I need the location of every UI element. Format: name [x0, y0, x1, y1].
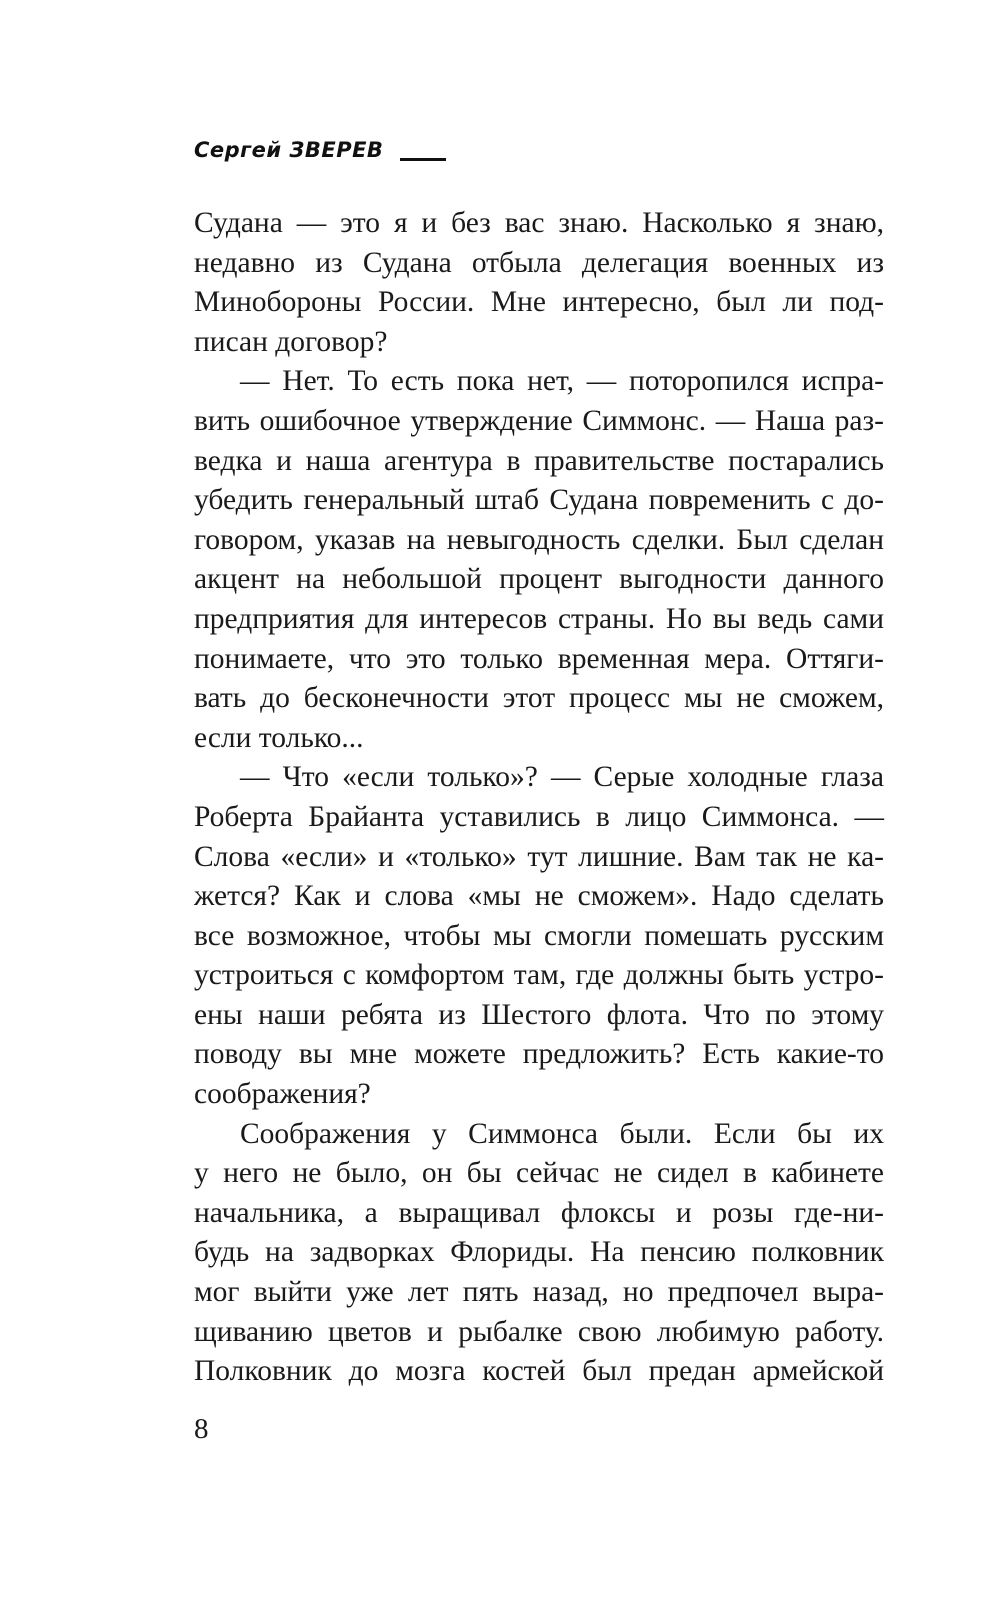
body-text: [194, 204, 884, 1392]
text-line: соображения?: [194, 1078, 371, 1111]
running-head: [194, 138, 383, 162]
text-line: у него не было, он бы сейчас не сидел в кабинете: [194, 1157, 884, 1190]
text-line: Соображения у Симмонса были. Если бы их: [240, 1117, 884, 1150]
paragraph: [194, 1115, 884, 1392]
text-line: Минобороны России. Мне интересно, был ли под-: [194, 286, 884, 319]
text-line: если только...: [194, 721, 364, 754]
text-line: понимаете, что это только временная мера. Оттяги-: [194, 642, 884, 675]
paragraph: [194, 758, 884, 1114]
text-line: Судана — это я и без вас знаю. Насколько я знаю,: [194, 207, 884, 239]
text-line: ведка и наша агентура в правительстве постарались: [194, 444, 884, 477]
text-line: поводу вы мне можете предложить? Есть какие-то: [194, 1038, 884, 1071]
paragraph: [194, 362, 884, 758]
text-line: вать до бесконечности этот процесс мы не сможем,: [194, 682, 884, 715]
text-line: убедить генеральный штаб Судана повременить с до-: [194, 484, 884, 517]
text-line: все возможное, чтобы мы смогли помешать русским: [194, 919, 884, 952]
text-line: устроиться с комфортом там, где должны быть устро-: [194, 959, 884, 992]
text-line: вить ошибочное утверждение Симмонс. — Наша раз-: [194, 404, 884, 437]
text-line: мог выйти уже лет пять назад, но предпочел выра-: [194, 1276, 884, 1309]
text-line: говором, указав на невыгодность сделки. Был сделан: [194, 523, 884, 556]
page-number: 8: [194, 1413, 209, 1445]
paragraph: [194, 204, 884, 362]
text-line: Роберта Брайанта уставились в лицо Симмонса. —: [194, 800, 884, 833]
text-line: недавно из Судана отбыла делегация военных из: [194, 246, 884, 279]
text-line: будь на задворках Флориды. На пенсию полковник: [194, 1236, 884, 1269]
text-line: Полковник до мозга костей был предан армейской: [194, 1355, 884, 1388]
text-line: жется? Как и слова «мы не сможем». Надо сделать: [194, 880, 884, 913]
text-line: щиванию цветов и рыбалке свою любимую работу.: [194, 1315, 884, 1348]
author-name: Сергей ЗВЕРЕВ: [194, 138, 384, 162]
text-line: Слова «если» и «только» тут лишние. Вам так не ка-: [194, 840, 884, 873]
text-line: ены наши ребята из Шестого флота. Что по этому: [194, 998, 884, 1031]
header-rule: [400, 158, 446, 161]
text-line: писан договор?: [194, 325, 388, 358]
text-line: — Что «если только»? — Серые холодные глаза: [240, 761, 884, 794]
text-line: — Нет. То есть пока нет, — поторопился испра-: [240, 365, 884, 398]
text-line: начальника, а выращивал флоксы и розы где-ни-: [194, 1196, 884, 1229]
text-line: предприятия для интересов страны. Но вы ведь сами: [194, 602, 884, 635]
text-line: акцент на небольшой процент выгодности данного: [194, 563, 884, 596]
